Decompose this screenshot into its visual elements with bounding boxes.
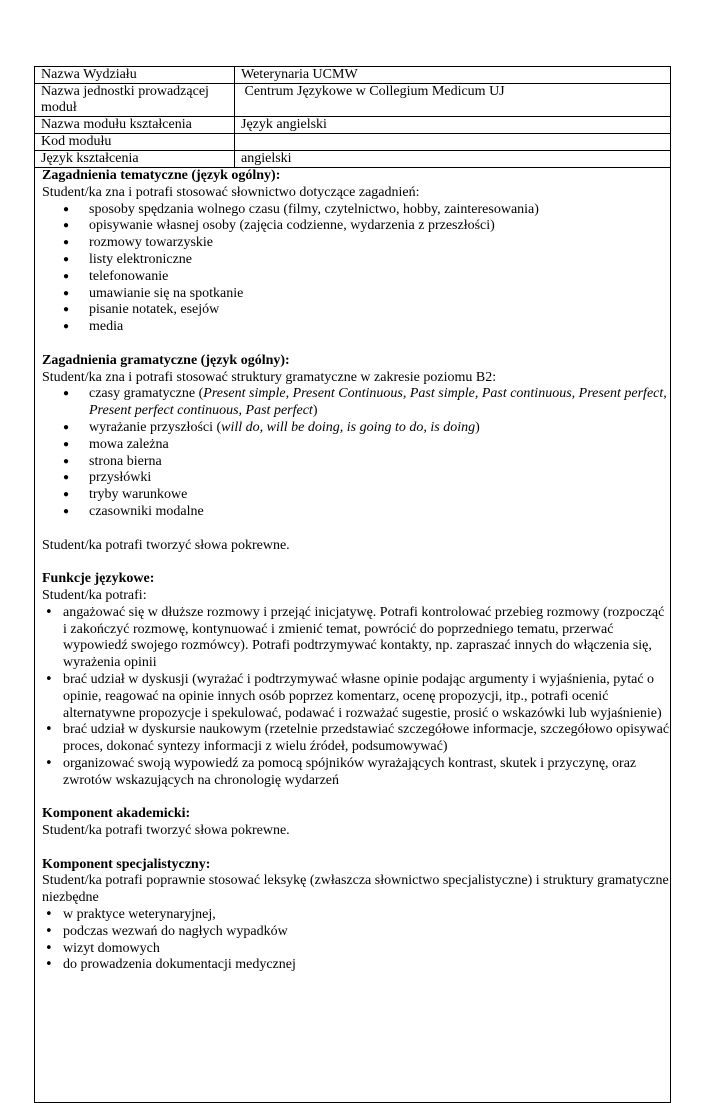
list-item: ● listy elektroniczne xyxy=(89,252,670,269)
topics-intro: Student/ka zna i potrafi stosować słownictwo dotyczące zagadnień: xyxy=(42,184,420,200)
list-item: ● telefonowanie xyxy=(89,269,670,286)
future-italic: will do, will be doing, is going to do, is doing xyxy=(221,419,476,435)
academic-text: Student/ka potrafi tworzyć słowa pokrewne. xyxy=(42,823,290,839)
table-row xyxy=(35,67,671,84)
list-item: ● mowa zależna xyxy=(89,437,670,454)
list-item: • brać udział w dyskursie naukowym (rzetelnie przedstawiać szczegółowe informacje, szczegółowo opisywać proces, dokonać syntezy informacji z wielu źródeł, podsumowywać) xyxy=(63,722,670,756)
list-item: ● sposoby spędzania wolnego czasu (filmy, czytelnictwo, hobby, zainteresowania) xyxy=(89,202,670,219)
list-item: ● czasowniki modalne xyxy=(89,504,670,521)
list-item: • w praktyce weterynaryjnej, xyxy=(63,907,670,924)
list-item: ● przysłówki xyxy=(89,470,670,487)
row-value: Język angielski xyxy=(235,117,671,134)
tenses-prefix: czasy gramatyczne ( xyxy=(89,386,204,402)
row-label: Nazwa jednostki prowadzącej moduł xyxy=(35,84,235,117)
list-item: • wizyt domowych xyxy=(63,941,670,958)
academic-heading: Komponent akademicki: xyxy=(42,806,191,822)
content-box xyxy=(34,168,671,1103)
grammar-heading: Zagadnienia gramatyczne (język ogólny): xyxy=(42,352,290,368)
list-item: • do prowadzenia dokumentacji medycznej xyxy=(63,957,670,974)
list-item xyxy=(89,386,670,420)
functions-intro: Student/ka potrafi: xyxy=(42,587,147,603)
list-item: ● media xyxy=(89,319,670,336)
row-label: Nazwa modułu kształcenia xyxy=(35,117,235,134)
list-item: ● rozmowy towarzyskie xyxy=(89,235,670,252)
row-label: Kod modułu xyxy=(35,134,235,151)
table-row xyxy=(35,117,671,134)
topics-heading: Zagadnienia tematyczne (język ogólny): xyxy=(42,168,281,183)
row-value xyxy=(235,134,671,151)
list-item: ● umawianie się na spotkanie xyxy=(89,286,670,303)
grammar-outro: Student/ka potrafi tworzyć słowa pokrewne. xyxy=(42,537,290,553)
future-prefix: wyrażanie przyszłości ( xyxy=(89,419,222,435)
list-item: ● pisanie notatek, esejów xyxy=(89,302,670,319)
topics-list xyxy=(42,202,670,336)
future-suffix: ) xyxy=(475,419,480,435)
list-item: • brać udział w dyskusji (wyrażać i podtrzymywać własne opinie podając argumenty i wyjaśnienia, pytać o opinie, reagować na opinie innych osób poprzez komentarz, ocenę propozycji, itp., potrafi ocenić alternatywne propozycje i spekulować, podawać i rozważać sugestie, prosić o wskazówki lub wyjaśnienie) xyxy=(63,672,670,722)
row-value: angielski xyxy=(235,151,671,168)
grammar-list xyxy=(42,386,670,520)
row-label: Nazwa Wydziału xyxy=(35,67,235,84)
specialist-intro: Student/ka potrafi poprawnie stosować leksykę (zwłaszcza słownictwo specjalistyczne) i struktury gramatyczne niezbędne xyxy=(42,873,669,906)
row-value: Centrum Językowe w Collegium Medicum UJ xyxy=(235,84,671,117)
row-label: Język kształcenia xyxy=(35,151,235,168)
list-item: ● opisywanie własnej osoby (zajęcia codzienne, wydarzenia z przeszłości) xyxy=(89,218,670,235)
table-row xyxy=(35,84,671,117)
list-item xyxy=(89,420,670,437)
table-row xyxy=(35,151,671,168)
module-info-table xyxy=(34,66,671,168)
list-item: ● strona bierna xyxy=(89,454,670,471)
specialist-list xyxy=(42,907,670,974)
functions-list xyxy=(42,605,670,790)
tenses-italic: Present simple, Present Continuous, Past simple, Past continuous, Present perfect, Present perfect continuous, Past perfect xyxy=(89,386,667,419)
functions-heading: Funkcje językowe: xyxy=(42,571,155,587)
list-item: ● tryby warunkowe xyxy=(89,487,670,504)
table-row xyxy=(35,134,671,151)
row-value: Weterynaria UCMW xyxy=(235,67,671,84)
list-item: • organizować swoją wypowiedź za pomocą spójników wyrażających kontrast, skutek i przyczynę, oraz zwrotów wskazujących na chronologię wydarzeń xyxy=(63,756,670,790)
list-item: • angażować się w dłuższe rozmowy i przejąć inicjatywę. Potrafi kontrolować przebieg rozmowy (rozpocząć i zakończyć rozmowę, kontynuować i zmienić temat, powrócić do poprzedniego tematu, przerwać wypowiedź swojego rozmówcy). Potrafi podtrzymywać kontakty, np. zapraszać innych do włączenia się, wyrażenia opinii xyxy=(63,605,670,672)
list-item: • podczas wezwań do nagłych wypadków xyxy=(63,924,670,941)
specialist-heading: Komponent specjalistyczny: xyxy=(42,856,211,872)
document xyxy=(34,66,671,1103)
grammar-intro: Student/ka zna i potrafi stosować struktury gramatyczne w zakresie poziomu B2: xyxy=(42,369,497,385)
tenses-suffix: ) xyxy=(312,403,318,419)
